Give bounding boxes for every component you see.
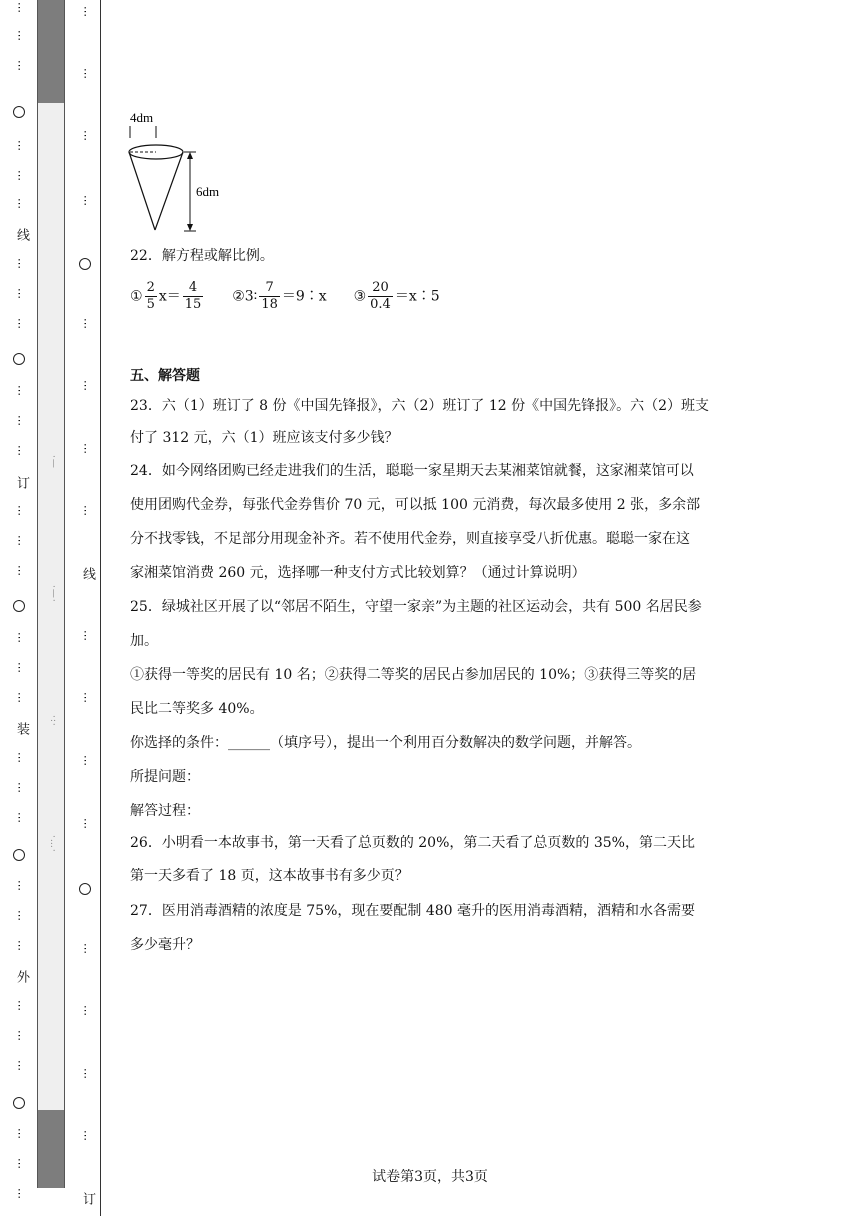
strip-mark: ·…· [48,835,58,853]
dotted-line: ⋯ [79,1130,92,1141]
binding-border-line [100,0,101,1216]
binding-strip-top-block [38,0,64,103]
margin-char-zhuang: 装 [14,722,29,735]
strip-mark: ·—· [48,585,58,603]
dotted-line: ⋯ [13,258,26,269]
dotted-line: ⋯ [79,130,92,141]
q25-line-3: ①获得一等奖的居民有 10 名；②获得二等奖的居民占参加居民的 10%；③获得三等奖的居 [130,667,697,683]
dotted-line: ⋯ [79,318,92,329]
q25-line-1: 25．绿城社区开展了以“邻居不陌生，守望一家亲”为主题的社区运动会，共有 500 名居民参 [130,599,702,615]
eq1-mid: x＝ [158,288,181,305]
q25-line-2: 加。 [130,633,158,649]
dotted-line: ⋯ [13,632,26,643]
eq3-marker: ③ [353,288,367,305]
eq2-denominator: 18 [261,297,278,312]
dotted-line: ⋯ [79,68,92,79]
cone-diagram [126,108,236,236]
dotted-line: ⋯ [79,630,92,641]
q22-title: 22．解方程或解比例。 [130,248,274,264]
dotted-line: ⋯ [79,6,92,17]
binding-circle-icon [79,258,91,270]
dotted-line: ⋯ [13,2,26,13]
dotted-line: ⋯ [13,288,26,299]
eq2-numerator: 7 [259,280,280,297]
dotted-line: ⋯ [13,812,26,823]
dotted-line: ⋯ [13,880,26,891]
dotted-line: ⋯ [79,692,92,703]
dotted-line: ⋯ [79,1005,92,1016]
eq3-tail: ＝x∶5 [394,288,440,305]
binding-circle-icon [13,353,25,365]
cone-figure [126,108,236,240]
dotted-line: ⋯ [13,445,26,456]
dotted-line: ⋯ [13,940,26,951]
dotted-line: ⋯ [13,782,26,793]
eq2-marker: ②3∶ [232,288,258,305]
cone-height-label: 6dm [196,184,220,199]
q27-line-1: 27．医用消毒酒精的浓度是 75%，现在要配制 480 毫升的医用消毒酒精，酒精和水各需要 [130,903,696,919]
eq1-rhs-numerator: 4 [183,280,204,297]
q25-line-7: 解答过程： [130,803,200,819]
dotted-line: ⋯ [13,505,26,516]
dotted-line: ⋯ [13,1060,26,1071]
binding-margin [0,0,36,1216]
dotted-line: ⋯ [13,910,26,921]
dotted-line: ⋯ [13,1158,26,1169]
eq1-numerator: 2 [146,280,155,295]
dotted-line: ⋯ [79,443,92,454]
page-footer: 试卷第3页，共3页 [372,1169,488,1185]
q24-line-4: 家湘菜馆消费 260 元，选择哪一种支付方式比较划算？（通过计算说明） [130,565,586,581]
margin-char-ding: 订 [14,476,29,489]
binding-circle-icon [13,600,25,612]
eq3-fraction [368,280,393,313]
dotted-line: ⋯ [13,140,26,151]
dotted-line: ⋯ [79,195,92,206]
strip-mark: ·— [48,455,58,469]
eq2-tail: ＝9∶x [281,288,327,305]
q24-line-3: 分不找零钱，不足部分用现金补齐。若不使用代金券，则直接享受八折优惠。聪聪一家在这 [130,531,690,547]
dotted-line: ⋯ [13,752,26,763]
binding-circle-icon [13,849,25,861]
dotted-line: ⋯ [13,662,26,673]
dotted-line: ⋯ [13,1128,26,1139]
dotted-line: ⋯ [13,1188,26,1199]
dotted-line: ⋯ [79,818,92,829]
dotted-line: ⋯ [13,318,26,329]
dotted-line: ⋯ [13,535,26,546]
cone-radius-label: 4dm [130,110,154,125]
dotted-line: ⋯ [13,415,26,426]
dotted-line: ⋯ [13,1030,26,1041]
binding-circle-icon [79,883,91,895]
eq1-denominator: 5 [146,297,155,312]
dotted-line: ⋯ [79,380,92,391]
dotted-line: ⋯ [79,1068,92,1079]
eq1-rhs-fraction [183,280,204,313]
eq1-fraction [145,280,157,313]
q23-line-1: 23．六（1）班订了 8 份《中国先锋报》，六（2）班订了 12 份《中国先锋报》。六（2）班支 [130,398,710,414]
q26-line-2: 第一天多看了 18 页，这本故事书有多少页？ [130,868,409,884]
dotted-line: ⋯ [13,198,26,209]
q26-line-1: 26．小明看一本故事书，第一天看了总页数的 20%，第二天看了总页数的 35%，第二天比 [130,835,695,851]
dotted-line: ⋯ [13,692,26,703]
dotted-line: ⋯ [13,60,26,71]
margin-char-xian: 线 [14,228,29,241]
q25-line-5: 你选择的条件：______（填序号），提出一个利用百分数解决的数学问题，并解答。 [130,735,641,751]
dotted-line: ⋯ [13,30,26,41]
eq1-rhs-denominator: 15 [184,297,202,312]
section-title: 五、解答题 [130,368,200,384]
q25-line-4: 民比二等奖多 40%。 [130,701,264,717]
dotted-line: ⋯ [13,565,26,576]
eq3-numerator: 20 [368,280,393,297]
q24-line-2: 使用团购代金券，每张代金券售价 70 元，可以抵 100 元消费，每次最多使用 2 张，多余部 [130,497,701,513]
dotted-line: ⋯ [79,943,92,954]
eq1-marker: ① [130,288,143,305]
q27-line-2: 多少毫升？ [130,937,200,953]
dotted-line: ⋯ [13,1000,26,1011]
binding-circle-icon [13,106,25,118]
q25-line-6: 所提问题： [130,769,200,785]
dotted-line: ⋯ [79,505,92,516]
binding-circle-icon [13,1097,25,1109]
dotted-line: ⋯ [13,385,26,396]
inner-char-ding: 订 [80,1192,95,1205]
q24-line-1: 24．如今网络团购已经走进我们的生活，聪聪一家星期天去某湘菜馆就餐，这家湘菜馆可以 [130,463,694,479]
q23-line-2: 付了 312 元，六（1）班应该支付多少钱？ [130,430,399,446]
strip-mark: ·:· [48,715,58,727]
dotted-line: ⋯ [79,755,92,766]
q22-equations [130,280,440,313]
eq2-fraction [259,280,280,313]
inner-char-xian: 线 [80,567,95,580]
margin-char-wai: 外 [14,970,29,983]
eq3-denominator: 0.4 [370,297,391,312]
dotted-line: ⋯ [13,170,26,181]
binding-strip [37,0,65,1188]
